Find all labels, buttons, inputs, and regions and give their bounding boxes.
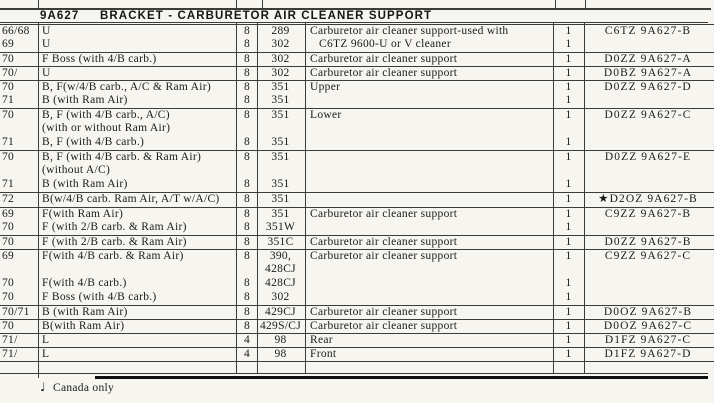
cell-engine: 289	[271, 25, 290, 37]
cell-description: Lower	[310, 109, 342, 121]
table-row	[0, 66, 714, 80]
cell-model: B (with Ram Air)	[42, 94, 128, 106]
table-row	[0, 38, 714, 52]
cell-model: B(w/4/B carb. Ram Air, A/T w/A/C)	[42, 193, 220, 205]
cell-quantity: 1	[565, 221, 572, 233]
table-row	[0, 249, 714, 263]
cell-engine: 351	[271, 193, 290, 205]
cell-description: Carburetor air cleaner support	[310, 236, 458, 248]
table-row	[0, 94, 714, 108]
cell-year: 66/68	[2, 25, 30, 37]
cell-quantity: 1	[565, 178, 572, 190]
cell-model: B, F(w/4/B carb., A/C & Ram Air)	[42, 81, 211, 93]
cell-engine: 429S/CJ	[259, 320, 302, 332]
cell-engine: 302	[271, 67, 290, 79]
cell-cylinders: 8	[243, 178, 251, 190]
cell-description: Front	[310, 348, 337, 360]
cell-model: (without A/C)	[42, 164, 111, 176]
cell-engine: 302	[271, 291, 290, 303]
cell-cylinders: 4	[243, 334, 251, 346]
cell-engine: 351	[271, 136, 290, 148]
cell-quantity: 1	[565, 136, 572, 148]
table-row	[0, 347, 714, 361]
cell-cylinders: 8	[243, 136, 251, 148]
cell-model: F(with Ram Air)	[42, 208, 124, 220]
cell-quantity: 1	[565, 193, 572, 205]
table-row	[0, 277, 714, 291]
cell-model: U	[42, 67, 51, 79]
cell-model: L	[42, 334, 50, 346]
cell-cylinders: 8	[243, 208, 251, 220]
col-rule-qty	[584, 22, 585, 374]
cell-engine: 429CJ	[265, 306, 296, 318]
section-header	[0, 10, 714, 22]
table-row	[0, 263, 714, 277]
cell-description: Carburetor air cleaner support	[310, 53, 458, 65]
cell-quantity: 1	[565, 320, 572, 332]
cell-engine: 428CJ	[265, 263, 296, 275]
col-rule-year	[38, 22, 39, 378]
col-rule-cyl	[257, 22, 258, 374]
cell-part-number: D0ZZ 9A627-E	[604, 151, 692, 163]
cell-cylinders: 8	[243, 94, 251, 106]
table-row	[0, 333, 714, 347]
cell-description: Upper	[310, 81, 341, 93]
cell-year: 69	[2, 250, 15, 262]
cell-year: 70	[2, 291, 15, 303]
section-title: BRACKET - CARBURETOR AIR CLEANER SUPPORT	[100, 10, 433, 22]
cell-model: F Boss (with 4/B carb.)	[42, 291, 157, 303]
cell-year: 70	[2, 236, 15, 248]
table-row	[0, 136, 714, 150]
cell-model: B, F (with 4/B carb. & Ram Air)	[42, 151, 202, 163]
cell-cylinders: 8	[243, 277, 251, 289]
cell-part-number: D0ZZ 9A627-D	[604, 81, 692, 93]
cell-year: 69	[2, 38, 15, 50]
table-row	[0, 164, 714, 178]
table-row	[0, 80, 714, 94]
cell-description: C6TZ 9600-U or V cleaner	[319, 38, 451, 50]
cell-cylinders: 8	[243, 291, 251, 303]
cell-model: (with or without Ram Air)	[42, 122, 171, 134]
cell-year: 71	[2, 136, 15, 148]
cell-model: U	[42, 25, 51, 37]
cell-model: B(with Ram Air)	[42, 320, 125, 332]
cell-engine: 351C	[267, 236, 294, 248]
cell-cylinders: 8	[243, 53, 251, 65]
cell-quantity: 1	[565, 208, 572, 220]
cell-quantity: 1	[565, 94, 572, 106]
table-bottom-rule	[0, 373, 708, 374]
cell-description: Carburetor air cleaner support-used with	[310, 25, 509, 37]
cell-part-number: D0ZZ 9A627-B	[604, 236, 692, 248]
cell-year: 70/71	[2, 306, 30, 318]
cell-description: Carburetor air cleaner support	[310, 208, 458, 220]
cell-quantity: 1	[565, 348, 572, 360]
cell-year: 69	[2, 208, 15, 220]
cell-year: 70	[2, 53, 15, 65]
cell-quantity: 1	[565, 334, 572, 346]
table-row	[0, 207, 714, 221]
cell-year: 71/	[2, 348, 18, 360]
cell-part-number: C6TZ 9A627-B	[604, 25, 692, 37]
cell-model: U	[42, 38, 51, 50]
cell-cylinders: 4	[243, 348, 251, 360]
cell-part-number: ★D2OZ 9A627-B	[598, 193, 698, 205]
cell-cylinders: 8	[243, 25, 251, 37]
cell-year: 70	[2, 81, 15, 93]
cell-quantity: 1	[565, 25, 572, 37]
cell-description: Carburetor air cleaner support	[310, 250, 458, 262]
cell-part-number: D0OZ 9A627-C	[603, 320, 693, 332]
cell-engine: 351W	[265, 221, 296, 233]
cell-year: 71	[2, 178, 15, 190]
cell-cylinders: 8	[243, 151, 251, 163]
cell-quantity: 1	[565, 53, 572, 65]
cell-part-number: D0ZZ 9A627-A	[604, 53, 692, 65]
cell-quantity: 1	[565, 109, 572, 121]
cell-description: Carburetor air cleaner support	[310, 306, 458, 318]
cell-engine: 351	[271, 94, 290, 106]
cell-year: 71/	[2, 334, 18, 346]
cell-model: F (with 2/B carb. & Ram Air)	[42, 221, 187, 233]
table-row	[0, 221, 714, 235]
cell-part-number: C9ZZ 9A627-B	[604, 208, 692, 220]
cell-model: L	[42, 348, 50, 360]
cell-engine: 98	[274, 348, 287, 360]
cell-cylinders: 8	[243, 38, 251, 50]
cell-year: 70	[2, 109, 15, 121]
cell-model: B (with Ram Air)	[42, 178, 128, 190]
cell-quantity: 1	[565, 81, 572, 93]
cell-quantity: 1	[565, 277, 572, 289]
cell-year: 72	[2, 193, 15, 205]
cell-year: 70	[2, 320, 15, 332]
cell-cylinders: 8	[243, 320, 251, 332]
cell-part-number: D1FZ 9A627-D	[604, 348, 692, 360]
canada-footnote	[40, 380, 114, 394]
cell-part-number: D0OZ 9A627-B	[603, 306, 693, 318]
cell-part-number: C9ZZ 9A627-C	[604, 250, 692, 262]
cell-quantity: 1	[565, 306, 572, 318]
table-row	[0, 305, 714, 319]
table-row	[0, 24, 714, 38]
cell-engine: 390,	[269, 250, 292, 262]
table-row	[0, 122, 714, 136]
cell-cylinders: 8	[243, 236, 251, 248]
cell-cylinders: 8	[243, 81, 251, 93]
cell-quantity: 1	[565, 250, 572, 262]
table-row	[0, 319, 714, 333]
table-row	[0, 235, 714, 249]
cell-year: 70/	[2, 67, 18, 79]
cell-part-number: D0BZ 9A627-A	[603, 67, 693, 79]
table-row	[0, 192, 714, 206]
cell-engine: 351	[271, 81, 290, 93]
canada-footnote-text: Canada only	[52, 382, 115, 394]
section-part-code: 9A627	[40, 10, 80, 22]
table-row	[0, 291, 714, 305]
cell-engine: 351	[271, 109, 290, 121]
col-rule-desc	[553, 22, 554, 374]
header-bottom-rule	[0, 22, 708, 23]
cell-engine: 98	[274, 334, 287, 346]
cell-description: Rear	[310, 334, 333, 346]
cell-description: Carburetor air cleaner support	[310, 320, 458, 332]
table-row	[0, 108, 714, 122]
cell-quantity: 1	[565, 67, 572, 79]
cell-engine: 351	[271, 151, 290, 163]
cell-model: B, F (with 4/B carb., A/C)	[42, 109, 170, 121]
cell-year: 70	[2, 151, 15, 163]
cell-model: F(with 4/B carb. & Ram Air)	[42, 250, 184, 262]
cell-cylinders: 8	[243, 250, 251, 262]
cell-engine: 351	[271, 178, 290, 190]
cell-model: F(with 4/B carb.)	[42, 277, 127, 289]
cell-cylinders: 8	[243, 109, 251, 121]
table-row	[0, 150, 714, 164]
cell-quantity: 1	[565, 291, 572, 303]
cell-part-number: D0ZZ 9A627-C	[604, 109, 692, 121]
cell-year: 70	[2, 277, 15, 289]
table-row	[0, 178, 714, 192]
cell-engine: 302	[271, 53, 290, 65]
cell-year: 70	[2, 221, 15, 233]
cell-year: 71	[2, 94, 15, 106]
cell-quantity: 1	[565, 151, 572, 163]
col-rule-model	[236, 22, 237, 374]
cell-engine: 351	[271, 208, 290, 220]
cell-part-number: D1FZ 9A627-C	[604, 334, 692, 346]
cell-model: B (with Ram Air)	[42, 306, 128, 318]
cell-cylinders: 8	[243, 67, 251, 79]
cell-cylinders: 8	[243, 306, 251, 318]
cell-engine: 428CJ	[265, 277, 296, 289]
cell-quantity: 1	[565, 38, 572, 50]
cell-cylinders: 8	[243, 193, 251, 205]
cell-model: B, F (with 4/B carb.)	[42, 136, 145, 148]
table-bottom-heavy-rule	[95, 376, 708, 379]
cell-cylinders: 8	[243, 221, 251, 233]
cell-model: F Boss (with 4/B carb.)	[42, 53, 157, 65]
canada-footnote-marker: ♩	[40, 380, 46, 394]
cell-engine: 302	[271, 38, 290, 50]
cell-description: Carburetor air cleaner support	[310, 67, 458, 79]
cell-quantity: 1	[565, 236, 572, 248]
col-rule-engine	[305, 22, 306, 374]
table-row	[0, 52, 714, 66]
cell-model: F (with 2/B carb. & Ram Air)	[42, 236, 187, 248]
